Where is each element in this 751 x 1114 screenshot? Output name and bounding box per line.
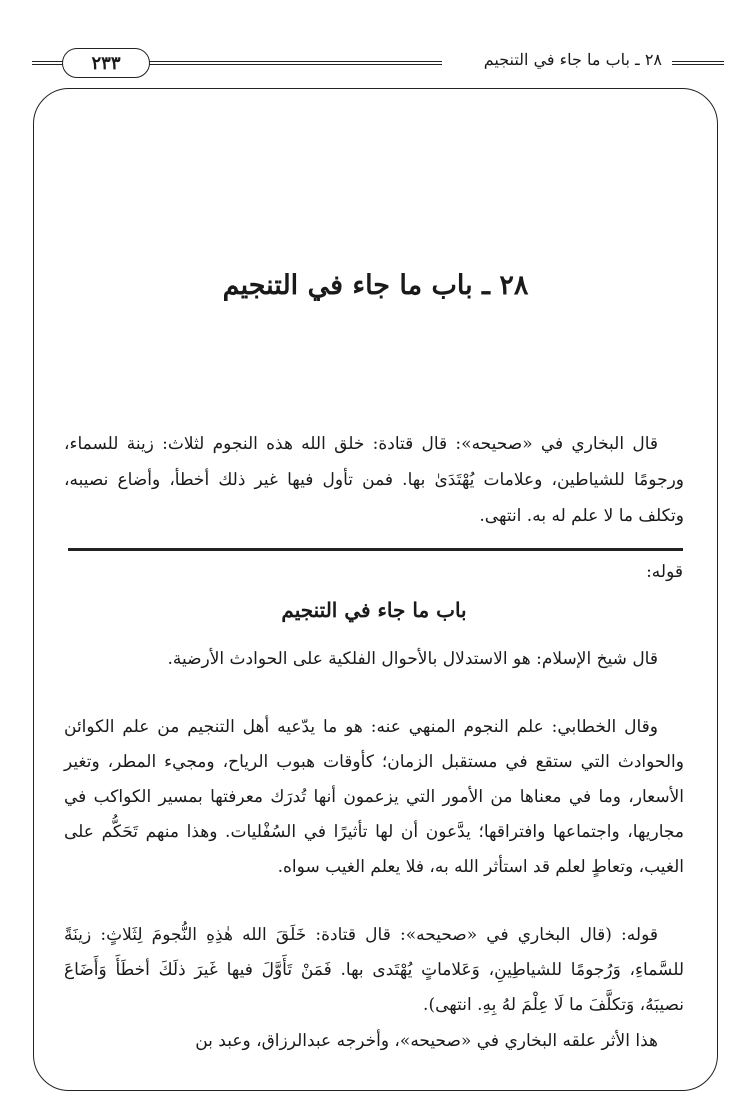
page-header — [32, 44, 724, 84]
commentary-paragraph: هذا الأثر علقه البخاري في «صحيحه»، وأخرجه عبدالرزاق، وعبد بن — [195, 1031, 658, 1051]
header-rule-middle — [140, 61, 442, 65]
commentary-paragraph: قال شيخ الإسلام: هو الاستدلال بالأحوال الفلكية على الحوادث الأرضية. — [167, 649, 658, 669]
commentary-label: قوله: — [646, 562, 683, 582]
commentary-subtitle: باب ما جاء في التنجيم — [281, 598, 467, 622]
chapter-intro: قال البخاري في «صحيحه»: قال قتادة: خلق الله هذه النجوم لثلاث: زينة للسماء، ورجومًا للشياطين، وعلامات يُهْتَدَىٰ بها. فمن تأول فيها غير ذلك أخطأ، وأضاع نصيبه، وتكلف ما لا علم له به. انتهى. — [64, 434, 684, 526]
commentary-paragraph: قوله: (قال البخاري في «صحيحه»: قال قتادة: خَلَقَ الله هٰذِهِ النُّجومَ لِثَلاثٍ: زينَةً للسَّماءِ، وَرُجومًا للشياطِينِ، وَعَلاماتٍ يُهْتَدى بها. فَمَنْ تَأَوَّلَ فيها غَيرَ ذلَكَ أخطَأَ وَأَضَاعَ نصيبَهُ، وَتكلَّفَ ما لَا عِلْمَ لهُ بِهِ. انتهى). — [64, 925, 684, 1015]
commentary-paragraph: وقال الخطابي: علم النجوم المنهي عنه: هو ما يدّعيه أهل التنجيم من علم الكوائن والحوادث التي ستقع في مستقبل الزمان؛ كأوقات هبوب الرياح، ومجيء المطر، وتغير الأسعار، وما في معناها من الأمور التي يزعمون أنها تُدرَك معرفتها بمسير الكواكب في مجاريها، واجتماعها وافتراقها؛ يدَّعون أن لها تأثيرًا في السُفْليات. وهذا منهم تَحَكُّم على الغيب، وتعاطٍ لعلم قد استأثر الله به، فلا يعلم الغيب سواه. — [64, 717, 684, 877]
running-title: ٢٨ ـ باب ما جاء في التنجيم — [483, 50, 662, 69]
header-rule-right — [672, 61, 724, 65]
section-divider — [68, 548, 683, 551]
chapter-title: ٢٨ ـ باب ما جاء في التنجيم — [222, 270, 529, 301]
page-number: ٢٣٣ — [62, 48, 150, 78]
